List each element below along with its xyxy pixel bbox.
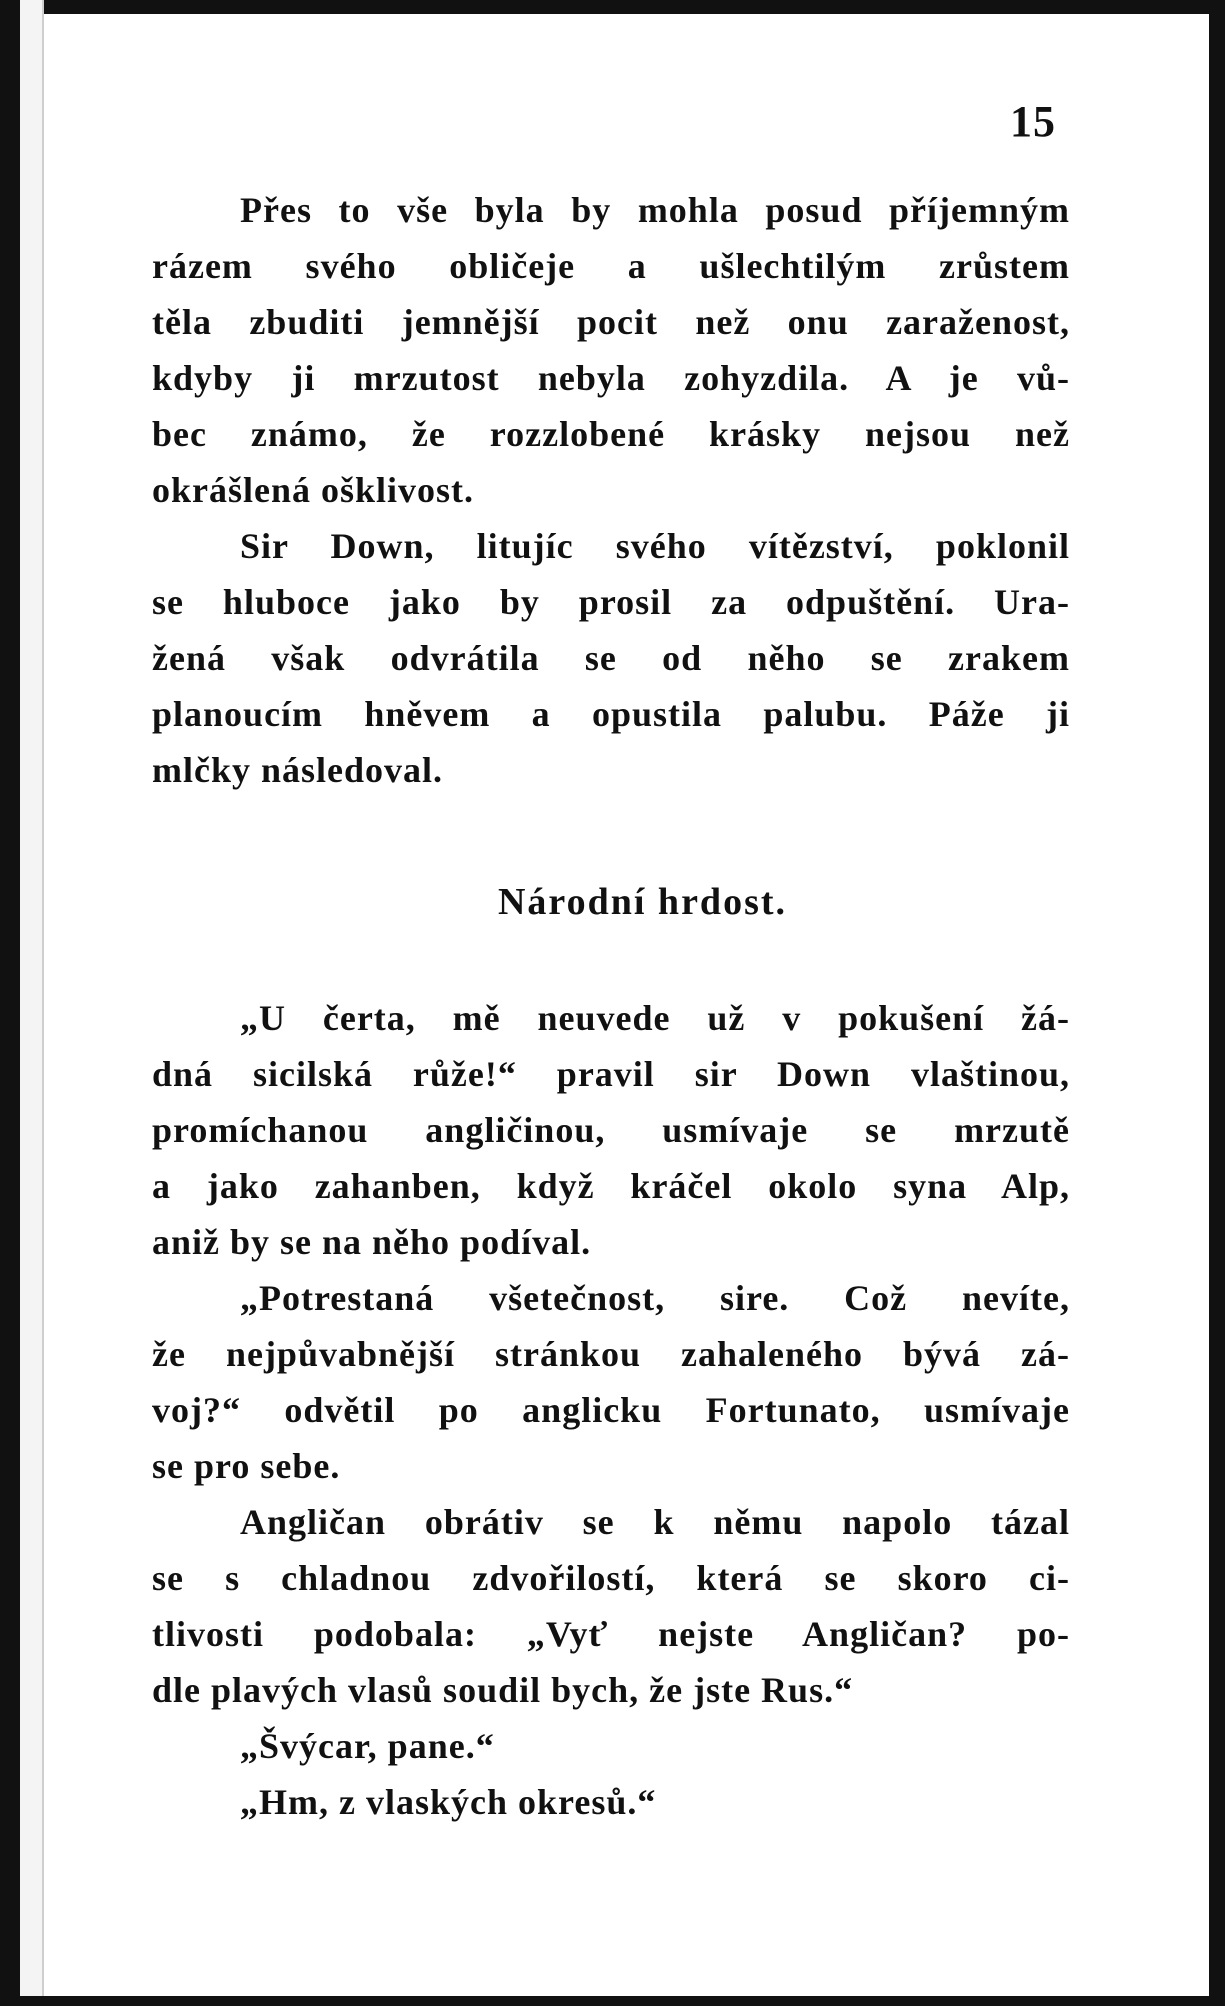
text-line: dle plavých vlasů soudil bych, že jste Rus.“	[152, 1670, 854, 1710]
text-line: tlivosti podobala: „Vyť nejste Angličan? po-	[152, 1614, 1070, 1654]
text-block-lower	[152, 990, 1070, 1830]
text-line: promíchanou angličinou, usmívaje se mrzutě	[152, 1110, 1070, 1150]
paragraph-5	[152, 1494, 1070, 1718]
text-line: těla zbuditi jemnější pocit než onu zaraženost,	[152, 302, 1070, 342]
scan-edge-right	[1209, 0, 1225, 2006]
paragraph-4	[152, 1270, 1070, 1494]
text-line: a jako zahanben, když kráčel okolo syna Alp,	[152, 1166, 1070, 1206]
text-block-upper	[152, 182, 1070, 798]
paragraph-2	[152, 518, 1070, 798]
text-line: voj?“ odvětil po anglicku Fortunato, usmívaje	[152, 1390, 1070, 1430]
page-number: 15	[1010, 97, 1056, 146]
text-line: bec známo, že rozzlobené krásky nejsou než	[152, 414, 1070, 454]
text-line: Angličan obrátiv se k němu napolo tázal	[240, 1502, 1070, 1542]
paragraph-3	[152, 990, 1070, 1270]
text-line: Přes to vše byla by mohla posud příjemným	[240, 190, 1070, 230]
text-line: dná sicilská růže!“ pravil sir Down vlaštinou,	[152, 1054, 1070, 1094]
text-line: Sir Down, litujíc svého vítězství, poklonil	[240, 526, 1070, 566]
text-line: se hluboce jako by prosil za odpuštění. Ura-	[152, 582, 1070, 622]
text-line: se s chladnou zdvořilostí, která se skoro ci-	[152, 1558, 1070, 1598]
text-line: kdyby ji mrzutost nebyla zohyzdila. A je vů-	[152, 358, 1070, 398]
text-line: aniž by se na něho podíval.	[152, 1222, 592, 1262]
text-line: mlčky následoval.	[152, 750, 444, 790]
text-line: rázem svého obličeje a ušlechtilým zrůstem	[152, 246, 1070, 286]
scan-edge-top	[0, 0, 1225, 14]
dialogue	[152, 1718, 1070, 1830]
section-heading: Národní hrdost.	[497, 881, 788, 923]
text-line: planoucím hněvem a opustila palubu. Páže ji	[152, 694, 1070, 734]
dialogue-line: „Švýcar, pane.“	[240, 1726, 495, 1766]
dialogue-line: „Hm, z vlaských okresů.“	[240, 1782, 657, 1822]
scan-gutter-strip	[20, 0, 44, 2006]
text-line: „Potrestaná všetečnost, sire. Což nevíte,	[240, 1278, 1070, 1318]
text-line: že nejpůvabnější stránkou zahaleného bývá zá-	[152, 1334, 1070, 1374]
paragraph-1	[152, 182, 1070, 518]
scan-edge-bottom	[0, 1996, 1225, 2006]
scan-edge-left	[0, 0, 20, 2006]
text-line: „U čerta, mě neuvede už v pokušení žá-	[240, 998, 1070, 1038]
text-line: žená však odvrátila se od něho se zrakem	[152, 638, 1070, 678]
text-line: se pro sebe.	[152, 1446, 341, 1486]
text-line: okrášlená ošklivost.	[152, 470, 475, 510]
